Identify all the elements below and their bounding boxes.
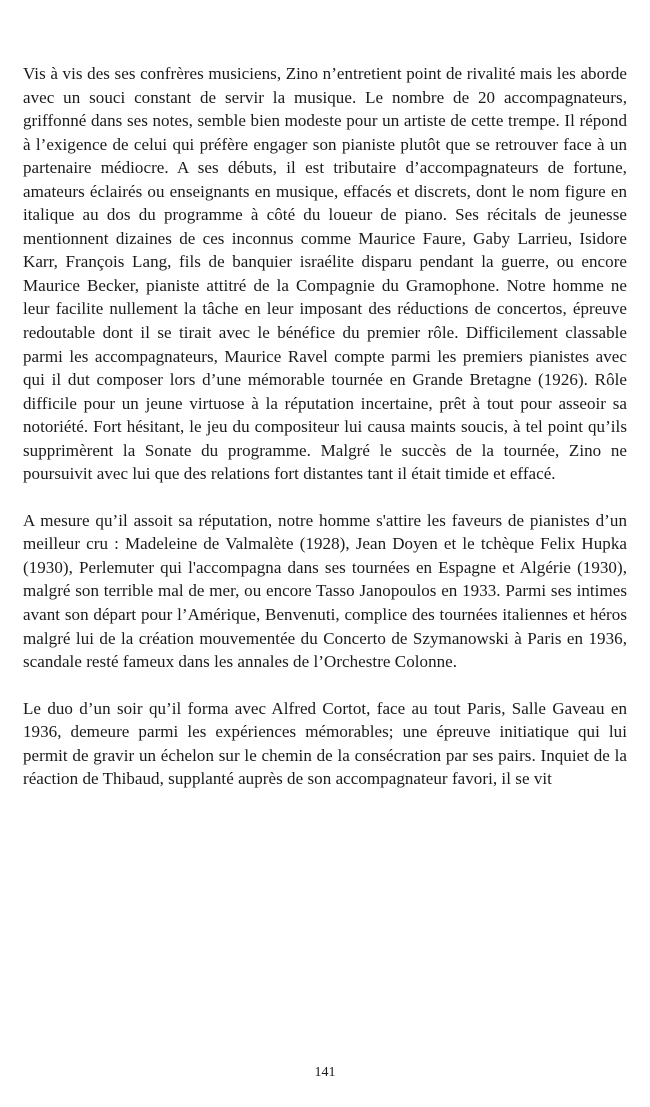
paragraph-1: Vis à vis des ses confrères musiciens, Zino n’entretient point de rivalité mais les aborde avec un souci constant de servir la musique. Le nombre de 20 accompagnateurs, griffonné dans ses notes, semble bien modeste pour un artiste de cette trempe. Il répond à l’exigence de celui qui préfère engager son pianiste plutôt que se retrouver face à un partenaire médiocre. A ses débuts, il est tributaire d’accompagnateurs de fortune, amateurs éclairés ou enseignants en musique, effacés et discrets, dont le nom figure en italique au dos du programme à côté du loueur de piano. Ses récitals de jeunesse mentionnent dizaines de ces inconnus comme Maurice Faure, Gaby Larrieu, Isidore Karr, François Lang, fils de banquier israélite disparu pendant la guerre, ou encore Maurice Becker, pianiste attitré de la Compagnie du Gramophone. Notre homme ne leur facilite nullement la tâche en leur imposant des réductions de concertos, épreuve redoutable dont il se tirait avec le bénéfice du premier rôle. Difficilement classable parmi les accompagnateurs, Maurice Ravel compte parmi les premiers pianistes avec qui il dut composer lors d’une mémorable tournée en Grande Bretagne (1926). Rôle difficile pour un jeune virtuose à la réputation incertaine, prêt à tout pour asseoir sa notoriété. Fort hésitant, le jeu du compositeur lui causa maints soucis, à tel point qu’ils supprimèrent la Sonate du programme. Malgré le succès de la tournée, Zino ne poursuivit avec lui que des relations fort distantes tant il était timide et effacé. [23,64,627,484]
paragraph-2: A mesure qu’il assoit sa réputation, notre homme s'attire les faveurs de pianistes d’un meilleur cru : Madeleine de Valmalète (1928), Jean Doyen et le tchèque Felix Hupka (1930), Perlemuter qui l'accompagna dans ses tournées en Espagne et Algérie (1930), malgré son terrible mal de mer, ou encore Tasso Janopoulos en 1933. Parmi ses intimes avant son départ pour l’Amérique, Benvenuti, complice des tournées italiennes et héros malgré lui de la création mouvementée du Concerto de Szymanowski à Paris en 1936, scandale resté fameux dans les annales de l’Orchestre Colonne. [23,510,627,672]
page-number: 141 [314,1065,336,1080]
page-body [23,62,627,791]
paragraph-3: Le duo d’un soir qu’il forma avec Alfred Cortot, face au tout Paris, Salle Gaveau en 1936, demeure parmi les expériences mémorables; une épreuve initiatique qui lui permit de gravir un échelon sur le chemin de la consécration par ses pairs. Inquiet de la réaction de Thibaud, supplanté auprès de son accompagnateur favori, il se vit [23,698,627,789]
